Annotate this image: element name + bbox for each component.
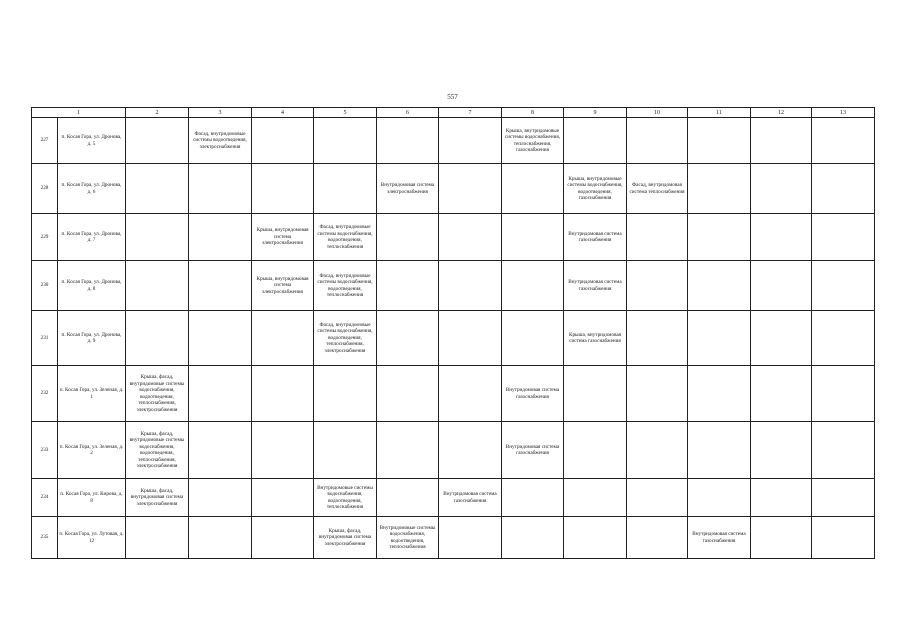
work-cell xyxy=(627,366,688,422)
work-cell: Крыша, фасад, внутридомовая система электроснабжения xyxy=(126,479,189,517)
work-cell xyxy=(627,118,688,164)
work-cell xyxy=(439,517,502,559)
work-cell: Внутридомовые системы водоснабжения, водоотведения, теплоснабжения xyxy=(314,479,377,517)
work-cell xyxy=(189,517,252,559)
work-cell xyxy=(627,517,688,559)
address-cell: п. Косая Гора, ул. Зеленая, д. 1 xyxy=(58,366,126,422)
row-number: 228 xyxy=(32,164,58,214)
work-cell xyxy=(751,164,812,214)
table-row xyxy=(32,517,875,559)
work-cell xyxy=(252,118,314,164)
work-cell xyxy=(627,311,688,366)
address-cell: п. Косая Гора, ул. Кирова, д. 8 xyxy=(58,479,126,517)
work-cell: Внутридомовая система газоснабжения xyxy=(564,214,627,261)
work-cell xyxy=(812,422,875,479)
work-cell: Крыша, фасад, внутридомовые системы водоснабжения, водоотведения, теплоснабжения, электроснабжения xyxy=(126,366,189,422)
work-cell xyxy=(439,311,502,366)
work-cell xyxy=(502,261,564,311)
work-cell xyxy=(126,517,189,559)
work-cell xyxy=(314,118,377,164)
work-cell xyxy=(189,261,252,311)
work-cell xyxy=(564,422,627,479)
work-cell xyxy=(688,422,751,479)
work-cell xyxy=(377,422,439,479)
work-cell xyxy=(688,479,751,517)
work-cell xyxy=(564,479,627,517)
work-cell: Внутридомовая система газоснабжения xyxy=(502,422,564,479)
column-header: 8 xyxy=(502,108,564,118)
work-cell xyxy=(314,366,377,422)
work-cell xyxy=(377,366,439,422)
work-cell xyxy=(189,164,252,214)
work-cell xyxy=(502,214,564,261)
work-cell xyxy=(688,261,751,311)
work-cell xyxy=(812,517,875,559)
work-cell xyxy=(189,422,252,479)
work-cell: Внутридомовая система газоснабжения xyxy=(439,479,502,517)
work-cell xyxy=(688,214,751,261)
work-cell xyxy=(751,261,812,311)
work-cell xyxy=(502,517,564,559)
work-cell xyxy=(126,311,189,366)
work-cell xyxy=(252,479,314,517)
work-cell xyxy=(627,214,688,261)
work-cell xyxy=(439,214,502,261)
address-cell: п. Косая Гора, ул. Дронова, д. 8 xyxy=(58,261,126,311)
work-cell xyxy=(439,261,502,311)
row-number: 229 xyxy=(32,214,58,261)
column-header: 11 xyxy=(688,108,751,118)
work-cell xyxy=(564,517,627,559)
work-cell xyxy=(377,261,439,311)
column-header: 2 xyxy=(126,108,189,118)
work-cell xyxy=(189,214,252,261)
work-cell xyxy=(126,261,189,311)
row-number: 231 xyxy=(32,311,58,366)
row-number: 230 xyxy=(32,261,58,311)
work-cell xyxy=(189,366,252,422)
work-cell xyxy=(812,164,875,214)
work-cell xyxy=(751,118,812,164)
column-header: 9 xyxy=(564,108,627,118)
work-cell xyxy=(252,517,314,559)
address-cell: п. Косая Гора, ул. Дронова, д. 6 xyxy=(58,164,126,214)
column-header: 7 xyxy=(439,108,502,118)
work-cell: Крыша, фасад, внутридомовые системы водоснабжения, водоотведения, теплоснабжения, электроснабжения xyxy=(126,422,189,479)
work-cell: Фасад, внутридомовые системы водоснабжения, водоотведения, теплоснабжения xyxy=(314,214,377,261)
work-cell xyxy=(751,214,812,261)
work-cell xyxy=(688,366,751,422)
work-cell xyxy=(377,479,439,517)
work-cell: Крыша, фасад, внутридомовая система электроснабжения xyxy=(314,517,377,559)
row-number: 233 xyxy=(32,422,58,479)
work-cell: Крыша, внутридомовые системы водоснабжения, теплоснабжения, газоснабжения xyxy=(502,118,564,164)
work-cell xyxy=(688,311,751,366)
work-cell: Крыша, внутридомовая система электроснабжения xyxy=(252,214,314,261)
work-cell xyxy=(627,261,688,311)
work-cell xyxy=(377,118,439,164)
work-cell xyxy=(252,311,314,366)
address-cell: п. Косая Гора, ул. Зеленая, д. 2 xyxy=(58,422,126,479)
work-cell: Внутридомовая система газоснабжения xyxy=(564,261,627,311)
work-cell xyxy=(627,479,688,517)
work-cell: Крыша, внутридомовые системы водоснабжения, водоотведения, газоснабжения xyxy=(564,164,627,214)
column-header: 5 xyxy=(314,108,377,118)
work-cell xyxy=(502,311,564,366)
column-header: 4 xyxy=(252,108,314,118)
work-cell: Крыша, внутридомовая система газоснабжения xyxy=(564,311,627,366)
address-cell: п. Косая Гора, ул. Дронова, д. 5 xyxy=(58,118,126,164)
row-number: 235 xyxy=(32,517,58,559)
work-schedule-table xyxy=(31,107,875,559)
work-cell xyxy=(751,479,812,517)
work-cell xyxy=(252,164,314,214)
work-cell xyxy=(252,422,314,479)
table-row xyxy=(32,422,875,479)
column-header: 6 xyxy=(377,108,439,118)
row-number: 227 xyxy=(32,118,58,164)
work-cell xyxy=(377,214,439,261)
work-cell xyxy=(439,422,502,479)
work-cell xyxy=(564,366,627,422)
table-row xyxy=(32,479,875,517)
work-cell: Внутридомовая система электроснабжения xyxy=(377,164,439,214)
work-cell xyxy=(439,164,502,214)
table-row xyxy=(32,366,875,422)
work-cell xyxy=(812,479,875,517)
table-row xyxy=(32,261,875,311)
table-row xyxy=(32,311,875,366)
column-header-row xyxy=(32,108,875,118)
work-cell xyxy=(812,214,875,261)
work-cell xyxy=(812,118,875,164)
work-cell xyxy=(751,311,812,366)
table-row xyxy=(32,214,875,261)
work-cell xyxy=(751,422,812,479)
work-cell xyxy=(751,517,812,559)
work-cell xyxy=(252,366,314,422)
work-cell: Фасад, внутридомовая система теплоснабжения xyxy=(627,164,688,214)
address-cell: п. Косая Гора, ул. Лутовая, д. 12 xyxy=(58,517,126,559)
column-header: 12 xyxy=(751,108,812,118)
work-cell xyxy=(314,164,377,214)
work-cell xyxy=(812,366,875,422)
work-cell xyxy=(688,164,751,214)
address-cell: п. Косая Гора, ул. Дронова, д. 9 xyxy=(58,311,126,366)
work-cell: Фасад, внутридомовые системы водоснабжения, водоотведения, теплоснабжения xyxy=(314,261,377,311)
work-cell: Крыша, внутридомовая система электроснабжения xyxy=(252,261,314,311)
work-cell: Фасад, внутридомовые системы водоснабжения, водоотведения, теплоснабжения, электроснабжения xyxy=(314,311,377,366)
work-cell xyxy=(627,422,688,479)
work-cell xyxy=(377,311,439,366)
work-cell xyxy=(439,366,502,422)
column-header: 10 xyxy=(627,108,688,118)
column-header: 13 xyxy=(812,108,875,118)
work-cell xyxy=(812,311,875,366)
table-row xyxy=(32,118,875,164)
work-cell xyxy=(812,261,875,311)
work-cell: Внутридомовая система газоснабжения xyxy=(502,366,564,422)
page-number: 557 xyxy=(447,93,458,101)
work-cell xyxy=(126,118,189,164)
column-header: 3 xyxy=(189,108,252,118)
work-cell xyxy=(189,479,252,517)
work-cell xyxy=(126,214,189,261)
table-row xyxy=(32,164,875,214)
work-cell xyxy=(502,479,564,517)
work-cell xyxy=(189,311,252,366)
work-cell xyxy=(564,118,627,164)
work-cell: Фасад, внутридомовые системы водоотведения, электроснабжения xyxy=(189,118,252,164)
work-cell xyxy=(126,164,189,214)
column-header: 1 xyxy=(32,108,126,118)
row-number: 234 xyxy=(32,479,58,517)
work-cell xyxy=(688,118,751,164)
work-cell xyxy=(439,118,502,164)
address-cell: п. Косая Гора, ул. Дронова, д. 7 xyxy=(58,214,126,261)
work-cell xyxy=(751,366,812,422)
work-cell xyxy=(502,164,564,214)
work-cell: Внутридомовая система газоснабжения xyxy=(688,517,751,559)
work-cell: Внутридомовые системы водоснабжения, водоотведения, теплоснабжения xyxy=(377,517,439,559)
row-number: 232 xyxy=(32,366,58,422)
work-cell xyxy=(314,422,377,479)
